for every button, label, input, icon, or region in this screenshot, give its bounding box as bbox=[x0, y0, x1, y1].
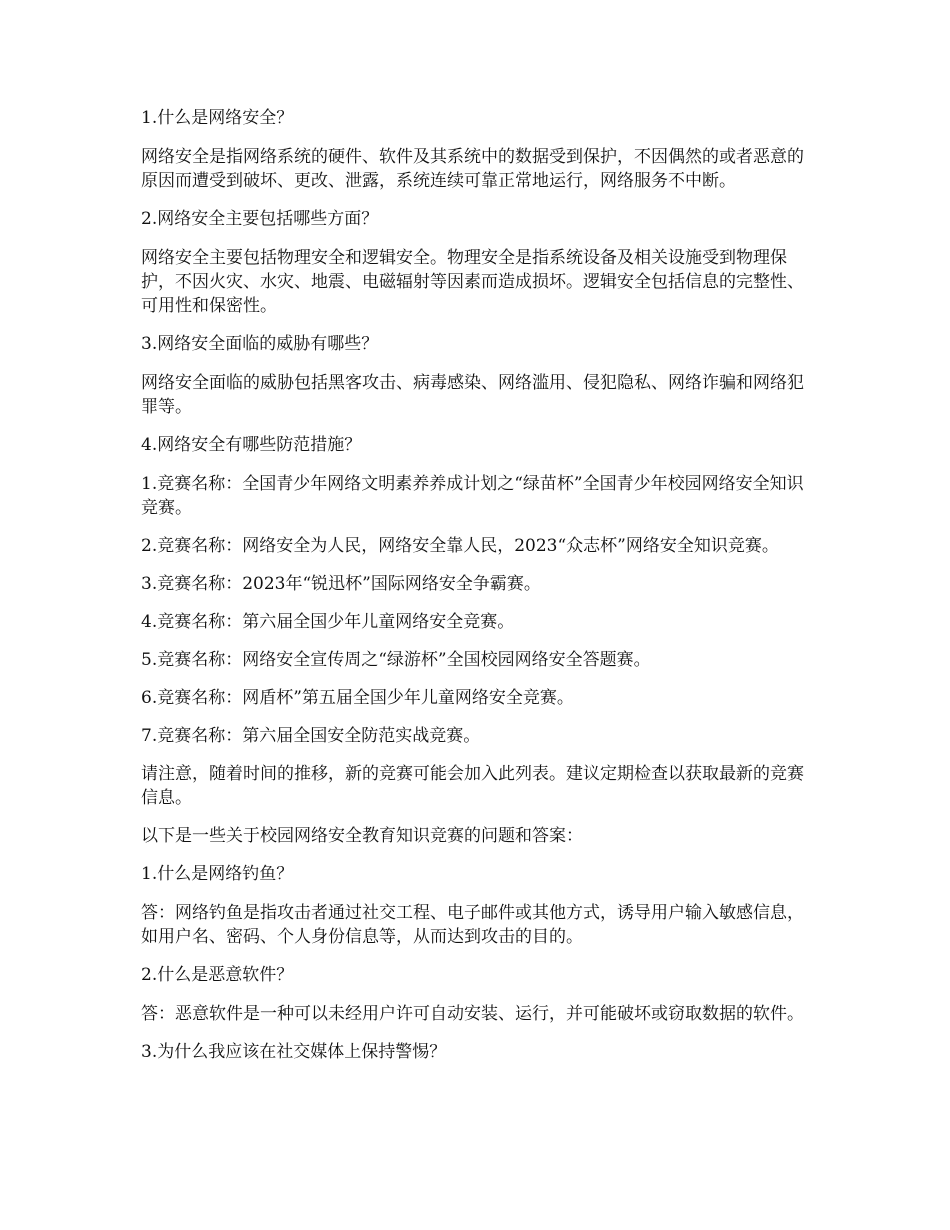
competition-item-5: 5.竞赛名称：网络安全宣传周之“绿游杯”全国校园网络安全答题赛。 bbox=[141, 650, 651, 670]
qa-intro-paragraph: 以下是一些关于校园网络安全教育知识竞赛的问题和答案： bbox=[141, 826, 583, 846]
notice-paragraph: 请注意，随着时间的推移，新的竞赛可能会加入此列表。建议定期检查以获取最新的竞赛信息。 bbox=[141, 764, 804, 808]
competition-item-3: 3.竞赛名称：2023年“锐迅杯”国际网络安全争霸赛。 bbox=[141, 574, 541, 594]
quiz-answer-1: 答：网络钓鱼是指攻击者通过社交工程、电子邮件或其他方式，诱导用户输入敏感信息，如用户名、密码、个人身份信息等，从而达到攻击的目的。 bbox=[141, 903, 804, 947]
quiz-question-3: 3.为什么我应该在社交媒体上保持警惕？ bbox=[141, 1042, 447, 1062]
question-1-heading: 1.什么是网络安全？ bbox=[141, 108, 294, 128]
quiz-question-2: 2.什么是恶意软件？ bbox=[141, 965, 294, 985]
competition-item-7: 7.竞赛名称：第六届全国安全防范实战竞赛。 bbox=[141, 726, 481, 746]
quiz-question-1: 1.什么是网络钓鱼？ bbox=[141, 864, 294, 884]
question-4-heading: 4.网络安全有哪些防范措施？ bbox=[141, 435, 362, 455]
question-3-heading: 3.网络安全面临的威胁有哪些？ bbox=[141, 334, 379, 354]
answer-1-paragraph: 网络安全是指网络系统的硬件、软件及其系统中的数据受到保护，不因偶然的或者恶意的原因而遭受到破坏、更改、泄露，系统连续可靠正常地运行，网络服务不中断。 bbox=[141, 147, 804, 191]
competition-item-6: 6.竞赛名称：网盾杯”第五届全国少年儿童网络安全竞赛。 bbox=[141, 688, 574, 708]
competition-item-1: 1.竞赛名称：全国青少年网络文明素养养成计划之“绿苗杯”全国青少年校园网络安全知识竞赛。 bbox=[141, 474, 804, 518]
quiz-answer-2: 答：恶意软件是一种可以未经用户许可自动安装、运行，并可能破坏或窃取数据的软件。 bbox=[141, 1004, 804, 1024]
answer-2-paragraph: 网络安全主要包括物理安全和逻辑安全。物理安全是指系统设备及相关设施受到物理保护，不因火灾、水灾、地震、电磁辐射等因素而造成损坏。逻辑安全包括信息的完整性、可用性和保密性。 bbox=[141, 248, 804, 316]
answer-3-paragraph: 网络安全面临的威胁包括黑客攻击、病毒感染、网络滥用、侵犯隐私、网络诈骗和网络犯罪等。 bbox=[141, 373, 804, 417]
competition-item-4: 4.竞赛名称：第六届全国少年儿童网络安全竞赛。 bbox=[141, 612, 515, 632]
competition-item-2: 2.竞赛名称：网络安全为人民，网络安全靠人民，2023“众志杯”网络安全知识竞赛。 bbox=[141, 536, 779, 556]
question-2-heading: 2.网络安全主要包括哪些方面？ bbox=[141, 209, 379, 229]
